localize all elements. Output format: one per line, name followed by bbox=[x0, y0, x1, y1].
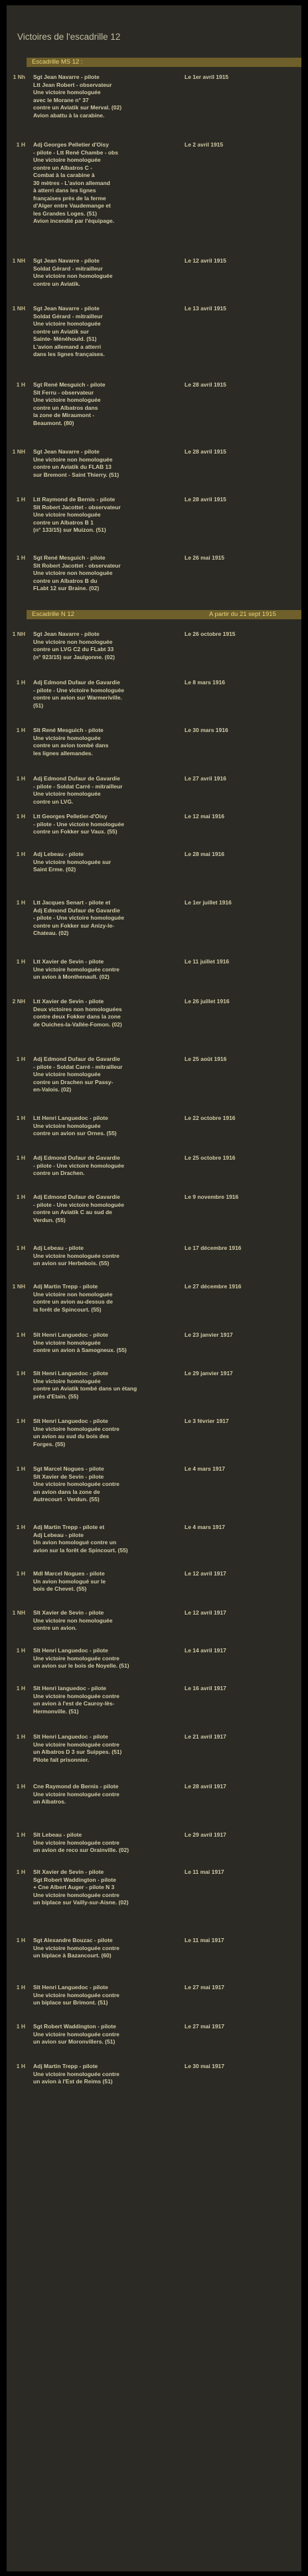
victory-count: 1 H bbox=[16, 1418, 25, 1424]
victory-count: 1 H bbox=[16, 1685, 25, 1691]
victory-description: Ltt Jacques Senart - pilote et Adj Edmond Dufaur de Gavardie - pilote - Une victoire homologuée contre un Fokker sur Anizy-le- Chateau. (02) bbox=[33, 899, 124, 936]
victory-count: 1 H bbox=[16, 1570, 25, 1577]
victory-date: Le 30 mars 1916 bbox=[185, 727, 228, 733]
victory-count: 1 H bbox=[16, 1370, 25, 1377]
victory-date: Le 27 mai 1917 bbox=[185, 1984, 225, 1991]
victory-count: 1 H bbox=[16, 2063, 25, 2069]
victory-description: Ltt Xavier de Sevin - pilote Deux victoires non homologuées contre deux Fokker dans la zone de Ouiches-la-Vallée-Fomon. (02) bbox=[33, 998, 122, 1028]
victory-description: Adj Edmond Dufaur de Gavardie - pilote - Une victoire homologuée contre un Aviatik C au sud de Verdun. (55) bbox=[33, 1194, 124, 1223]
victory-description: Ltt Henri Languedoc - pilote Une victoire homologuée contre un avion sur Ornes. (55) bbox=[33, 1115, 117, 1136]
section-header bbox=[27, 58, 301, 67]
victory-description: Adj Edmond Dufaur de Gavardie - pilote - Une victoire homologuée contre un avion sur Warmeriville. (51) bbox=[33, 679, 124, 709]
victory-date: Le 4 mars 1917 bbox=[185, 1465, 225, 1472]
victory-date: Le 12 avril 1917 bbox=[185, 1609, 226, 1616]
victory-date: Le 17 décembre 1916 bbox=[185, 1245, 242, 1251]
victory-description: Adj Edmond Dufaur de Gavardie - pilote - Une victoire homologuée contre un Drachen. bbox=[33, 1154, 124, 1176]
victory-description: Ltt Raymond de Bernis - pilote Slt Robert Jacottet - observateur Une victoire homologuée contre un Albatros B 1 (n° 133/15) sur Muizon. (51) bbox=[33, 496, 121, 533]
victory-description: Slt Henri languedoc - pilote Une victoire homologuée contre un avion à l'est de Cauroy-lès- Hermonville. (51) bbox=[33, 1685, 119, 1715]
victory-count: 1 H bbox=[16, 1984, 25, 1991]
page-title: Victoires de l'escadrille 12 bbox=[17, 32, 121, 42]
victory-description: Ltt Xavier de Sevin - pilote Une victoire homologuée contre un avion à Monthenault. (02) bbox=[33, 958, 119, 980]
victory-date: Le 11 juillet 1916 bbox=[185, 958, 230, 965]
victory-description: Sgt Jean Navarre - pilote Une victoire non homologuée contre un LVG C2 du FLabt 33 (n° 923/15) sur Jaulgonne. (02) bbox=[33, 631, 115, 660]
victory-date: Le 1er juillet 1916 bbox=[185, 899, 232, 906]
victory-description: Adj Martin Trepp - pilote Une victoire non homologuée contre un avion au-dessus de la forêt de Spincourt. (55) bbox=[33, 1283, 113, 1313]
victory-date: Le 26 juillet 1916 bbox=[185, 998, 230, 1005]
victory-date: Le 23 janvier 1917 bbox=[185, 1331, 233, 1338]
victory-count: 1 H bbox=[16, 1194, 25, 1200]
victory-count: 1 H bbox=[16, 727, 25, 733]
victory-date: Le 28 avril 1915 bbox=[185, 381, 226, 388]
victory-count: 1 NH bbox=[12, 448, 25, 455]
victory-date: Le 8 mars 1916 bbox=[185, 679, 225, 686]
victory-date: Le 16 avril 1917 bbox=[185, 1685, 226, 1691]
victory-description: Slt Xavier de Sevin - pilote Une victoire non homologuée contre un avion. bbox=[33, 1609, 113, 1631]
victory-date: Le 9 novembre 1916 bbox=[185, 1194, 239, 1200]
victory-date: Le 2 avril 1915 bbox=[185, 141, 224, 148]
victory-description: Adj Martin Trepp - pilote et Adj Lebeau - pilote Un avion homologué contre un avion sur la forêt de Spincourt. (55) bbox=[33, 1524, 128, 1554]
section-date: A partir du 21 sept 1915 bbox=[209, 611, 276, 618]
section-header bbox=[27, 610, 301, 619]
victory-date: Le 27 avril 1916 bbox=[185, 775, 226, 782]
victory-date: Le 25 octobre 1916 bbox=[185, 1154, 236, 1161]
victory-date: Le 28 avril 1917 bbox=[185, 1783, 226, 1790]
victory-count: 1 H bbox=[16, 851, 25, 857]
victory-count: 1 NH bbox=[12, 631, 25, 637]
victory-count: 1 H bbox=[16, 1869, 25, 1875]
victory-count: 1 NH bbox=[12, 1609, 25, 1616]
victory-description: Sgt René Mesguich - pilote Slt Robert Jacottet - observateur Une victoire non homologuée contre un Albatros B du FLabt 12 sur Braine. (02) bbox=[33, 554, 121, 591]
victory-description: Sgt Alexandre Bouzac - pilote Une victoire homologuée contre un biplace à Bazancourt. (60) bbox=[33, 1937, 119, 1959]
victory-count: 1 NH bbox=[12, 257, 25, 264]
victory-description: Adj Edmond Dufaur de Gavardie - pilote - Soldat Carré - mitrailleur Une victoire homologuée contre un LVG. bbox=[33, 775, 123, 805]
victory-description: Slt Lebeau - pilote Une victoire homologuée contre un avion de reco sur Orainville. (02) bbox=[33, 1831, 129, 1853]
victory-count: 1 H bbox=[16, 1783, 25, 1790]
victory-count: 1 H bbox=[16, 958, 25, 965]
victory-date: Le 12 avril 1917 bbox=[185, 1570, 226, 1577]
victory-description: Slt Henri Languedoc - pilote Une victoire homologuée contre un avion à Samogneux. (55) bbox=[33, 1331, 127, 1353]
victory-description: Adj Georges Pelletier d'Oisy - pilote - Ltt René Chambe - obs Une victoire homologuée contre un Albatros C - Combat à la carabine à 30 mètres - L'avion allemand à atterri dans les lignes françaises près de la ferme d'Alger entre Vaudemange et les Grandes Loges. (51) Avion incendié par l'équipage. bbox=[33, 141, 118, 224]
victory-count: 1 Nh bbox=[13, 74, 25, 80]
victory-count: 1 H bbox=[16, 1647, 25, 1654]
victory-description: Slt René Mesguich - pilote Une victoire homologuée contre un avion tombé dans les lignes allemandes. bbox=[33, 727, 109, 757]
victory-description: Slt Henri Languedoc - pilote Une victoire homologuée contre un avion sur le bois de Noyelle. (51) bbox=[33, 1647, 129, 1669]
victory-date: Le 25 août 1916 bbox=[185, 1056, 227, 1062]
victory-date: Le 1er avril 1915 bbox=[185, 74, 229, 80]
victory-description: Adj Edmond Dufaur de Gavardie - pilote - Soldat Carré - mitrailleur Une victoire homologuée contre un Drachen sur Passy- en-Valois. (02) bbox=[33, 1056, 123, 1093]
victory-count: 1 NH bbox=[12, 1283, 25, 1290]
victory-description: Sgt Robert Waddington - pilote Une victoire homologuée contre un avion sur Moronvillers. (51) bbox=[33, 2023, 119, 2045]
victory-date: Le 29 janvier 1917 bbox=[185, 1370, 233, 1377]
victory-description: Slt Henri Languedoc - pilote Une victoire homologuée contre un Albatros D 3 sur Suippes. (51) Pilote fait prisonnier. bbox=[33, 1733, 122, 1763]
victory-date: Le 29 avril 1917 bbox=[185, 1831, 226, 1838]
victory-count: 1 H bbox=[16, 1115, 25, 1121]
victory-description: Adj Martin Trepp - pilote Une victoire homologuée contre un avion à l'Est de Reims (51) bbox=[33, 2063, 119, 2085]
victory-description: Adj Lebeau - pilote Une victoire homologuée sur Saint Erme. (02) bbox=[33, 851, 112, 873]
victory-date: Le 11 mai 1917 bbox=[185, 1937, 224, 1943]
victory-description: Slt Henri Languedoc - pilote Une victoire homologuée contre un Aviatik tombé dans un étang près d'Etain. (55) bbox=[33, 1370, 137, 1400]
victory-count: 1 H bbox=[16, 1937, 25, 1943]
victory-description: Sgt Jean Navarre - pilote Soldat Gérard - mitrailleur Une victoire non homologuée contre un Aviatik. bbox=[33, 257, 113, 287]
victory-date: Le 30 mai 1917 bbox=[185, 2063, 225, 2069]
section-title: Escadrille MS 12 : bbox=[32, 58, 83, 66]
victory-count: 1 H bbox=[16, 1154, 25, 1161]
victory-count: 1 H bbox=[16, 813, 25, 820]
victory-date: Le 28 avril 1915 bbox=[185, 496, 226, 503]
victory-date: Le 28 avril 1915 bbox=[185, 448, 226, 455]
victory-description: Sgt Jean Navarre - pilote Ltt Jean Robert - observateur Une victoire homologuée avec le Morane n° 37 contre un Aviatik sur Merval. (02) Avion abattu à la carabine. bbox=[33, 74, 122, 119]
victory-date: Le 27 mai 1917 bbox=[185, 2023, 225, 2030]
victory-count: 1 H bbox=[16, 1056, 25, 1062]
victory-description: Slt Henri Languedoc - pilote Une victoire homologuée contre un avion au sud du bois des Forges. (55) bbox=[33, 1418, 119, 1447]
victory-count: 1 H bbox=[16, 381, 25, 388]
victory-count: 1 H bbox=[16, 1733, 25, 1740]
victory-count: 1 H bbox=[16, 554, 25, 561]
victory-description: Sgt Jean Navarre - pilote Soldat Gérard - mitrailleur Une victoire homologuée contre un Aviatik sur Sainte- Ménéhould. (51) L'avion allemand a atterri dans les lignes françaises. bbox=[33, 305, 105, 357]
victory-description: Sgt René Mesguich - pilote Slt Ferru - observateur Une victoire homologuée contre un Albatros dans la zone de Miraumont - Beaumont. (80) bbox=[33, 381, 106, 426]
victory-count: 1 H bbox=[16, 141, 25, 148]
victory-date: Le 22 octobre 1916 bbox=[185, 1115, 236, 1121]
section-title: Escadrille N 12 bbox=[32, 611, 74, 618]
victory-description: Slt Henri Languedoc - pilote Une victoire homologuée contre un biplace sur Brimont. (51) bbox=[33, 1984, 119, 2006]
victory-count: 2 NH bbox=[12, 998, 25, 1005]
victory-description: Cne Raymond de Bernis - pilote Une victoire homologuée contre un Albatros. bbox=[33, 1783, 119, 1805]
victory-date: Le 26 octobre 1915 bbox=[185, 631, 236, 637]
victory-date: Le 13 avril 1915 bbox=[185, 305, 226, 312]
victory-date: Le 27 décembre 1916 bbox=[185, 1283, 242, 1290]
victory-count: 1 H bbox=[16, 1524, 25, 1530]
victory-count: 1 H bbox=[16, 1831, 25, 1838]
victory-date: Le 26 mai 1915 bbox=[185, 554, 225, 561]
victory-date: Le 11 mai 1917 bbox=[185, 1869, 224, 1875]
victory-date: Le 12 avril 1915 bbox=[185, 257, 226, 264]
victory-count: 1 H bbox=[16, 1465, 25, 1472]
victory-date: Le 21 avril 1917 bbox=[185, 1733, 226, 1740]
victory-count: 1 NH bbox=[12, 305, 25, 312]
victory-date: Le 4 mars 1917 bbox=[185, 1524, 225, 1530]
victory-count: 1 H bbox=[16, 775, 25, 782]
victory-date: Le 12 mai 1916 bbox=[185, 813, 225, 820]
victory-count: 1 H bbox=[16, 1331, 25, 1338]
victory-date: Le 14 avril 1917 bbox=[185, 1647, 226, 1654]
victory-description: Slt Xavier de Sevin - pilote Sgt Robert Waddington - pilote + Cne Albert Auger - pilote N 3 Une victoire homologuée contre un biplace sur Vailly-sur-Aisne. (02) bbox=[33, 1869, 129, 1906]
victory-description: Ltt Georges Pelletier-d'Oisy - pilote - Une victoire homologuée contre un Fokker sur Vaux. (55) bbox=[33, 813, 124, 835]
victory-count: 1 H bbox=[16, 679, 25, 686]
victory-count: 1 H bbox=[16, 899, 25, 906]
victory-description: Sgt Marcel Nogues - pilote Slt Xavier de Sevin - pilote Une victoire homologuée contre un avion dans la zone de Autrecourt - Verdun. (55) bbox=[33, 1465, 119, 1503]
victory-count: 1 H bbox=[16, 1245, 25, 1251]
victory-description: Mdl Marcel Nogues - pilote Un avion homologué sur le bois de Chevet. (55) bbox=[33, 1570, 106, 1592]
victory-count: 1 H bbox=[16, 496, 25, 503]
victory-description: Adj Lebeau - pilote Une victoire homologuée contre un avion sur Herbebois. (55) bbox=[33, 1245, 119, 1266]
victory-date: Le 3 février 1917 bbox=[185, 1418, 229, 1424]
victory-count: 1 H bbox=[16, 2023, 25, 2030]
victory-date: Le 28 mai 1916 bbox=[185, 851, 225, 857]
victory-description: Sgt Jean Navarre - pilote Une victoire non homologuée contre un Aviatik du FLAB 13 sur Bremont - Saint Thierry. (51) bbox=[33, 448, 119, 478]
